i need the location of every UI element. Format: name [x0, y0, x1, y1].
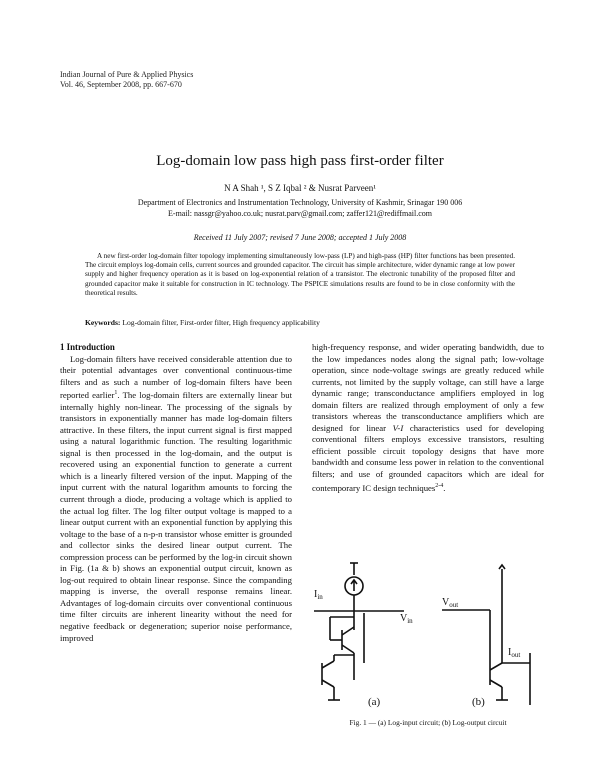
intro-paragraph-right: [312, 342, 544, 494]
transistor-a2-collector: [322, 661, 334, 668]
affiliation: Department of Electronics and Instrumentation Technology, University of Kashmir, Srinagar 190 006: [137, 198, 463, 207]
vi-term: V-I: [392, 422, 404, 433]
transistor-b-collector: [490, 663, 502, 670]
citation-ref: 1: [114, 390, 118, 397]
keywords-label: Keywords:: [85, 318, 121, 327]
journal-volume: Vol. 46, September 2008, pp. 667-670: [60, 80, 182, 89]
received-dates: Received 11 July 2007; revised 7 June 2008; accepted 1 July 2008: [193, 233, 407, 242]
vout-label: $V_{out}$: [442, 597, 459, 609]
transistor-b-emitter: [490, 680, 502, 687]
iin-label: $I_{in}$: [314, 589, 323, 601]
transistor-a2-emitter: [322, 680, 334, 687]
intro-left-continued: . The log-domain filters are externally linear but internally highly non-linear. The processing of the signals by transistors in exponentially manner has made log-domain filters attractive. In these filters, the input current signal is first mapped using a natural logarithmic function. The resulting logarithmic signal is then processed in the log-domain, and the output is recovered using an exponential function to generate a current which is a linearly filtered version of the input. Mapping of the input current with the natural logarithm amounts to forcing the current through a diode, producing a voltage which is applied to the actual log filter. The log filter output voltage is mapped to a linear output current with an exponential function by applying this voltage to the base of a n-p-n transistor whose emitter is grounded and collector sinks the desired linear output current. The compression process can be performed by the log-in circuit shown in Fig. (1a & b) shows an exponential output circuit, known as log-out required to obtain linear response. Since the companding mapping is inverse, the overall response remains linear. Advantages of log-domain circuits over conventional continuous time filter circuits are inherent linearity without the need for negative feedback or degeneration; superior noise performance, improved: [60, 390, 292, 643]
iout-arrowhead: [499, 565, 505, 569]
left-column: [60, 342, 292, 644]
intro-right-text: high-frequency response, and wider operating bandwidth, due to the low impedances nodes along the signal path; low-voltage operation, since node-voltage swings are greatly reduced while currents, not limited by the supply voltage, can still have a large dynamic range; transconductance amplifiers employed in log domain filters are realized through employment of only a few transistors whereas the transconductance amplifiers which are designed for linear: [312, 342, 544, 433]
figure-caption: Fig. 1 — (a) Log-input circuit; (b) Log-output circuit: [349, 718, 507, 727]
circuit-figure: [312, 555, 544, 715]
section-heading: 1 Introduction: [60, 342, 115, 352]
author-list: N A Shah ¹, S Z Iqbal ² & Nusrat Parveen¹: [224, 183, 376, 193]
figure-a-label: (a): [368, 696, 381, 708]
transistor-a-collector: [342, 627, 354, 635]
intro-right-continued: characteristics used for developing conventional filters employs excessive transistors, resulting efficient possible circuit topology designs that have more bandwidth and consume less power in relation to the conventional filters; and use of grounded capacitors which are ideal for contemporary IC design techniques: [312, 422, 544, 493]
email-line: E-mail: nassgr@yahoo.co.uk; nusrat.parv@gmail.com; zaffer121@rediffmail.com: [168, 209, 432, 218]
intro-left-text: Log-domain filters have received considerable attention due to their potential advantages over conventional continuous-time filters and as such a number of log-domain filters have been reported earlier: [60, 353, 292, 401]
citation-ref-range: 2-4: [435, 482, 444, 489]
affiliation-block: [0, 197, 600, 219]
transistor-a-emitter: [342, 645, 354, 653]
journal-header: [60, 70, 193, 90]
intro-right-end: .: [443, 482, 446, 493]
iout-label: $I_{out}$: [508, 647, 521, 659]
keywords-text: Log-domain filter, First-order filter, High frequency applicability: [120, 318, 320, 327]
paper-title: Log-domain low pass high pass first-order filter: [156, 153, 444, 169]
journal-name: Indian Journal of Pure & Applied Physics: [60, 70, 194, 79]
vin-label: $V_{in}$: [400, 613, 413, 625]
figure-b-label: (b): [472, 696, 485, 708]
abstract: A new first-order log-domain filter topology implementing simultaneously low-pass (LP) and high-pass (HP) filter functions has been presented. The circuit employs log-domain cells, current sources and grounded capacitor. The circuit has simple architecture, wider dynamic range at low power supply and higher frequency operation as it is based on log-exponential relation of a transistor. The electronic tunability of the proposed filter and grounded capacitor make it suitable for construction in IC technology. The PSPICE simulations results are found to be in close conformity with the theoretical results.: [85, 252, 515, 297]
intro-paragraph-left: [60, 354, 292, 645]
right-column: [312, 342, 544, 494]
keywords-line: [85, 318, 515, 327]
